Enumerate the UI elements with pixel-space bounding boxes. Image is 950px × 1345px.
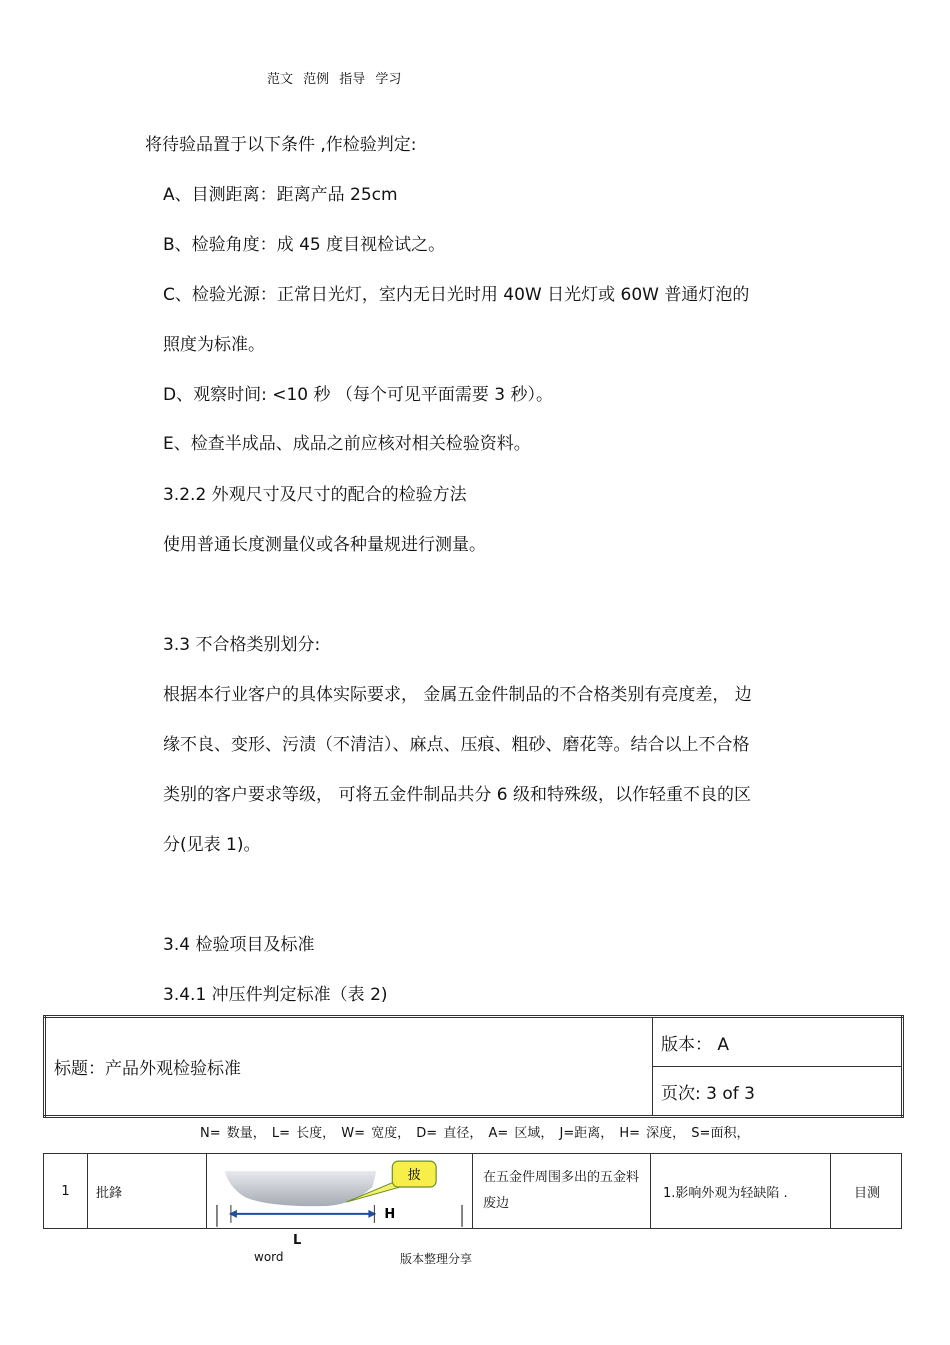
title-cell: 标题：产品外观检验标准 xyxy=(45,1017,653,1117)
defect-name: 批鋒 xyxy=(88,1154,207,1228)
paragraph-conditions: 将待验品置于以下条件 ,作检验判定: xyxy=(145,135,417,155)
section-3-2-2-heading: 3.2.2 外观尺寸及尺寸的配合的检验方法 xyxy=(163,485,467,505)
length-label: L xyxy=(293,1233,302,1248)
paragraph-classes-2: 缘不良、变形、污渍（不清洁）、麻点、压痕、粗砂、磨花等。结合以上不合格 xyxy=(163,735,750,755)
section-3-3-heading: 3.3 不合格类别划分: xyxy=(163,635,321,655)
page-header: 范文 范例 指导 学习 xyxy=(267,72,402,87)
burr-diagram xyxy=(207,1153,472,1229)
paragraph-distance: A、目测距离：距离产品 25cm xyxy=(163,185,398,205)
inspection-method: 目测 xyxy=(853,1185,880,1201)
section-3-4-heading: 3.4 检验项目及标准 xyxy=(163,935,315,955)
paragraph-light: C、检验光源：正常日光灯，室内无日光时用 40W 日光灯或 60W 普通灯泡的 xyxy=(163,285,750,305)
defect-description: 在五金件周围多出的五金料废边 xyxy=(473,1154,651,1228)
arrow-left xyxy=(229,1210,237,1218)
paragraph-classes-1: 根据本行业客户的具体实际要求， 金属五金件制品的不合格类别有亮度差， 边 xyxy=(163,685,752,705)
defect-number: 1 xyxy=(44,1154,88,1228)
page-cell: 页次: 3 of 3 xyxy=(653,1067,903,1117)
paragraph-angle: B、检验角度：成 45 度目视检试之。 xyxy=(163,235,446,255)
legend: N= 数量， L= 长度， W= 宽度， D= 直径， A= 区域， J=距离， H= 深度， S=面积， xyxy=(200,1126,750,1141)
paragraph-check: E、检查半成品、成品之前应核对相关检验资料。 xyxy=(163,434,531,454)
callout-label: 披 xyxy=(407,1168,421,1184)
height-label: H xyxy=(384,1206,396,1222)
paragraph-light-cont: 照度为标准。 xyxy=(163,335,265,355)
arrow-right xyxy=(368,1210,376,1218)
defect-impact: 1.影响外观为轻缺陷 . xyxy=(651,1154,831,1228)
workpiece-shape xyxy=(225,1171,376,1206)
defect-row xyxy=(43,1153,902,1229)
paragraph-time: D、观察时间: <10 秒 （每个可见平面需要 3 秒）。 xyxy=(163,385,554,405)
defect-illustration xyxy=(207,1154,473,1228)
version-cell: 版本： A xyxy=(653,1017,903,1067)
section-3-4-1-heading: 3.4.1 冲压件判定标准（表 2) xyxy=(163,985,388,1005)
title-table xyxy=(43,1015,904,1118)
paragraph-classes-4: 分(见表 1)。 xyxy=(163,835,261,855)
footer-left: word xyxy=(254,1250,284,1264)
paragraph-classes-3: 类别的客户要求等级， 可将五金件制品共分 6 级和特殊级，以作轻重不良的区 xyxy=(163,785,752,805)
paragraph-measure: 使用普通长度测量仪或各种量规进行测量。 xyxy=(163,535,486,555)
footer-right: 版本整理分享 xyxy=(400,1252,473,1266)
